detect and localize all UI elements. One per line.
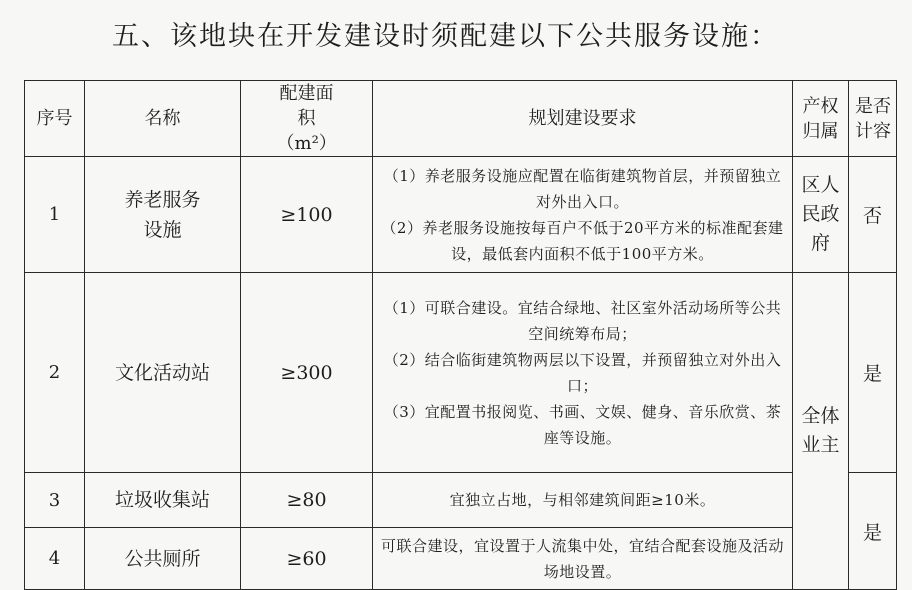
facility-compatible: 否 [849, 157, 897, 273]
row-number: 3 [25, 473, 85, 528]
facility-name: 垃圾收集站 [85, 473, 241, 528]
page-heading: 五、该地块在开发建设时须配建以下公共服务设施： [112, 21, 779, 52]
table-row [25, 473, 897, 528]
row-number: 4 [25, 528, 85, 590]
facility-area: ≥60 [241, 528, 373, 590]
facility-requirements [373, 157, 793, 273]
header-compatible: 是否计容 [849, 81, 897, 157]
facility-ownership: 全体业主 [793, 273, 849, 590]
requirement-line: 可联合建设，宜设置于人流集中处，宜结合配套设施及活动场地设置。 [380, 536, 784, 581]
facility-name: 养老服务设施 [85, 157, 241, 273]
facility-area: ≥80 [241, 473, 373, 528]
requirement-line: （2）结合临街建筑物两层以下设置，并预留独立对外出入口； [383, 350, 782, 395]
facility-ownership: 区人民政府 [793, 157, 849, 273]
facility-compatible: 是 [849, 273, 897, 473]
row-number: 2 [25, 273, 85, 473]
header-requirements: 规划建设要求 [373, 81, 793, 157]
row-number: 1 [25, 157, 85, 273]
requirement-line: 宜独立占地，与相邻建筑间距≥10米。 [449, 491, 716, 509]
table-header-row [25, 81, 897, 157]
facility-area: ≥300 [241, 273, 373, 473]
requirement-line: （1）可联合建设。宜结合绿地、社区室外活动场所等公共空间统筹布局； [383, 298, 782, 343]
facility-name: 文化活动站 [85, 273, 241, 473]
table-row [25, 528, 897, 590]
facilities-table [24, 80, 897, 590]
header-ownership: 产权归属 [793, 81, 849, 157]
table-row [25, 157, 897, 273]
facility-area: ≥100 [241, 157, 373, 273]
header-area: 配建面积（m²） [241, 81, 373, 157]
facility-requirements [373, 528, 793, 590]
requirement-line: （3）宜配置书报阅览、书画、文娱、健身、音乐欣赏、茶座等设施。 [383, 402, 782, 447]
header-no: 序号 [25, 81, 85, 157]
facility-compatible: 是 [849, 473, 897, 590]
table-row [25, 273, 897, 473]
header-name: 名称 [85, 81, 241, 157]
facility-name: 公共厕所 [85, 528, 241, 590]
requirement-line: （1）养老服务设施应配置在临街建筑物首层，并预留独立对外出入口。 [383, 166, 782, 211]
requirement-line: （2）养老服务设施按每百户不低于20平方米的标准配套建设，最低套内面积不低于100平方米。 [381, 218, 784, 263]
facility-requirements [373, 473, 793, 528]
facility-requirements [373, 273, 793, 473]
